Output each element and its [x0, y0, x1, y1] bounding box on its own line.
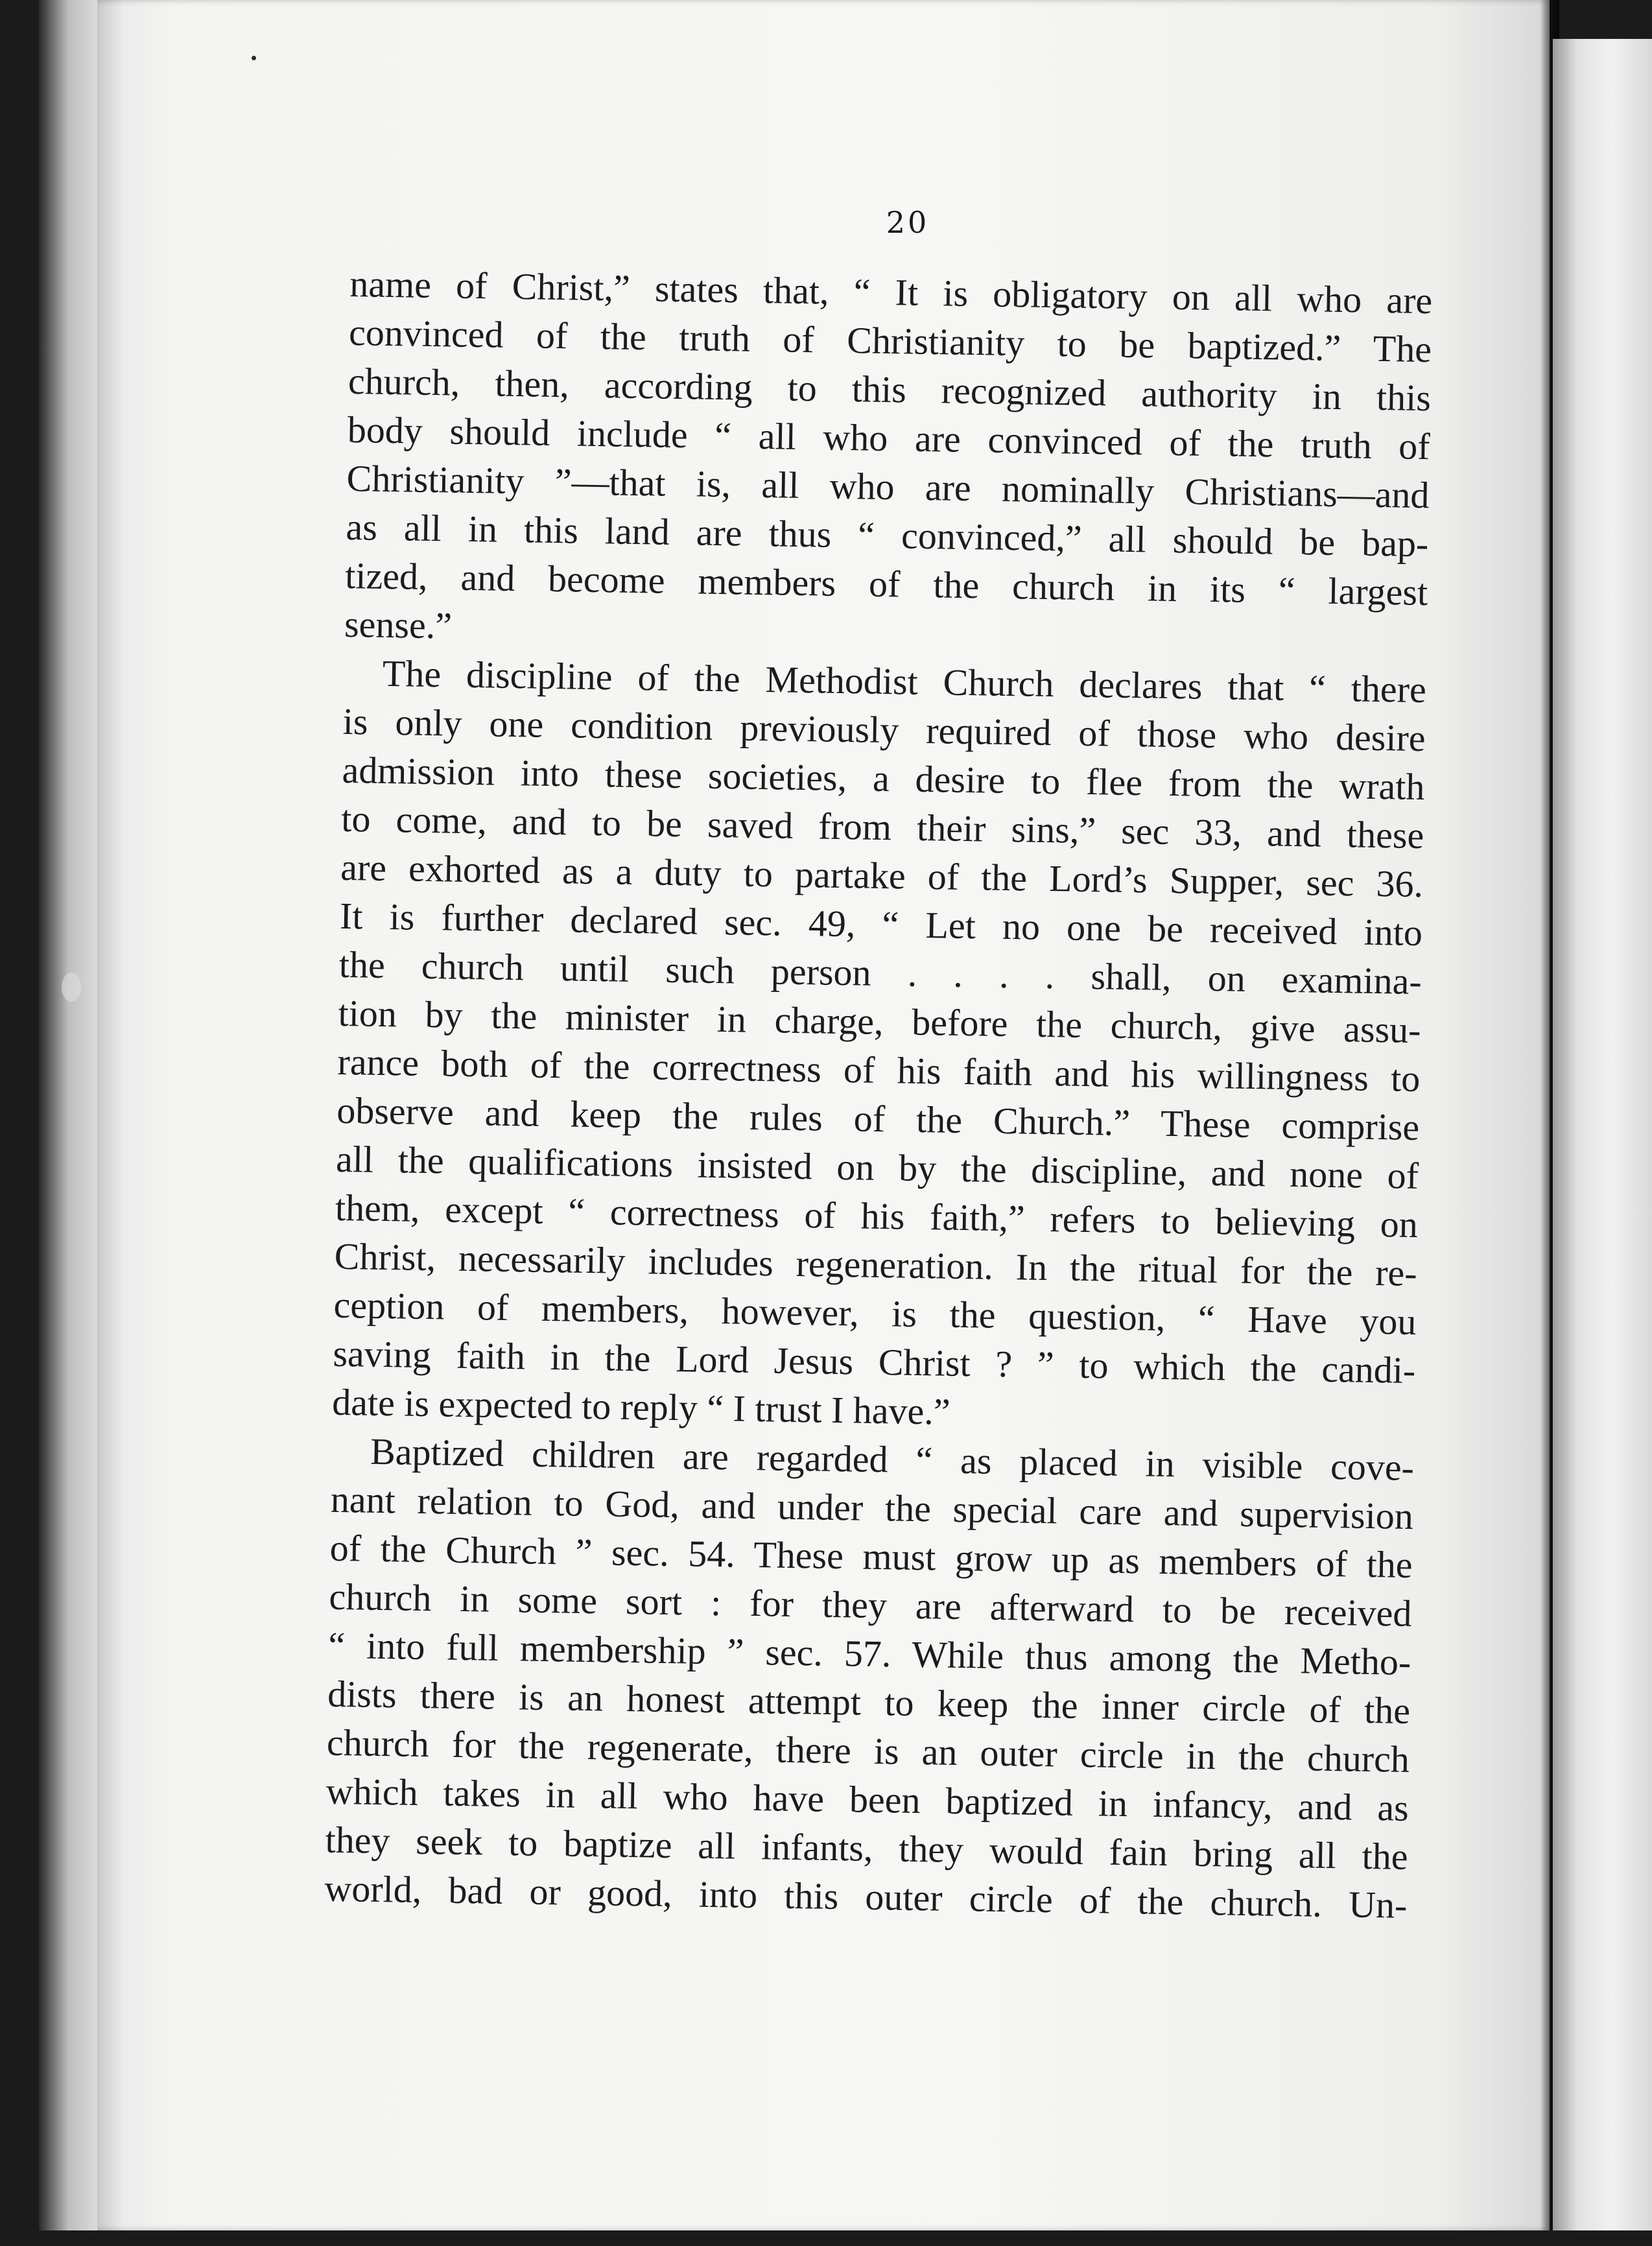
text-line: church in some sort : for they are afterward to be received	[329, 1575, 1412, 1635]
text-line: sense.”	[344, 602, 453, 647]
facing-page-edge	[1553, 39, 1652, 2230]
text-line: which takes in all who have been baptized in infancy, and as	[325, 1769, 1410, 1829]
text-line: nant relation to God, and under the special care and supervision	[330, 1478, 1414, 1537]
text-line: Christianity ”—that is, all who are nominally Christians—and	[346, 456, 1430, 517]
body-text	[324, 259, 1433, 1930]
text-line: ception of members, however, is the question, “ Have you	[333, 1283, 1417, 1343]
text-line: the church until such person . . . . shall, on examina-	[338, 943, 1422, 1003]
text-line: they seek to baptize all infants, they would fain bring all the	[325, 1818, 1409, 1878]
text-line: dists there is an honest attempt to keep the inner circle of the	[327, 1672, 1411, 1732]
text-line: world, bad or good, into this outer circle of the church. Un-	[324, 1867, 1408, 1926]
text-line: all the qualifications insisted on by the discipline, and none of	[335, 1137, 1419, 1198]
text-line: as all in this land are thus “ convinced,” all should be bap-	[346, 505, 1429, 565]
page-number: 20	[886, 205, 930, 240]
text-line: body should include “ all who are convinced of the truth of	[347, 408, 1431, 468]
text-line: church for the regenerate, there is an outer circle in the church	[326, 1721, 1410, 1780]
text-line: observe and keep the rules of the Church.” These comprise	[336, 1089, 1420, 1149]
light-flare	[62, 973, 81, 1002]
text-line: rance both of the correctness of his faith and his willingness to	[337, 1040, 1421, 1100]
dust-speck	[252, 56, 256, 60]
text-line: admission into these societies, a desire to flee from the wrath	[342, 748, 1425, 809]
text-line: convinced of the truth of Christianity to be baptized.” The	[348, 311, 1432, 371]
text-line: of the Church ” sec. 54. These must grow up as members of the	[329, 1526, 1413, 1586]
text-line: tion by the minister in charge, before the church, give assu-	[338, 991, 1422, 1052]
text-line: “ into full membership ” sec. 57. While thus among the Metho-	[327, 1624, 1411, 1683]
text-line: Christ, necessarily includes regeneration. In the ritual for the re-	[334, 1235, 1418, 1295]
paragraph-start-line: The discipline of the Methodist Church declares that “ there	[382, 652, 1427, 711]
text-line: date is expected to reply “ I trust I have.”	[331, 1380, 951, 1433]
text-line: tized, and become members of the church in its “ largest	[344, 554, 1428, 614]
text-line: saving faith in the Lord Jesus Christ ? ” to which the candi-	[332, 1332, 1416, 1392]
text-line: are exhorted as a duty to partake of the Lord’s Supper, sec 36.	[340, 845, 1424, 906]
text-line: name of Christ,” states that, “ It is obligatory on all who are	[349, 262, 1433, 322]
text-line: to come, and to be saved from their sins,” sec 33, and these	[340, 797, 1424, 857]
text-line: is only one condition previously required of those who desire	[342, 700, 1426, 760]
paragraph-start-line: Baptized children are regarded “ as placed in visible cove-	[370, 1430, 1415, 1489]
text-line: them, except “ correctness of his faith,” refers to believing on	[335, 1186, 1419, 1246]
text-line: It is further declared sec. 49, “ Let no one be received into	[339, 894, 1423, 954]
text-line: church, then, according to this recognized authority in this	[348, 359, 1432, 420]
